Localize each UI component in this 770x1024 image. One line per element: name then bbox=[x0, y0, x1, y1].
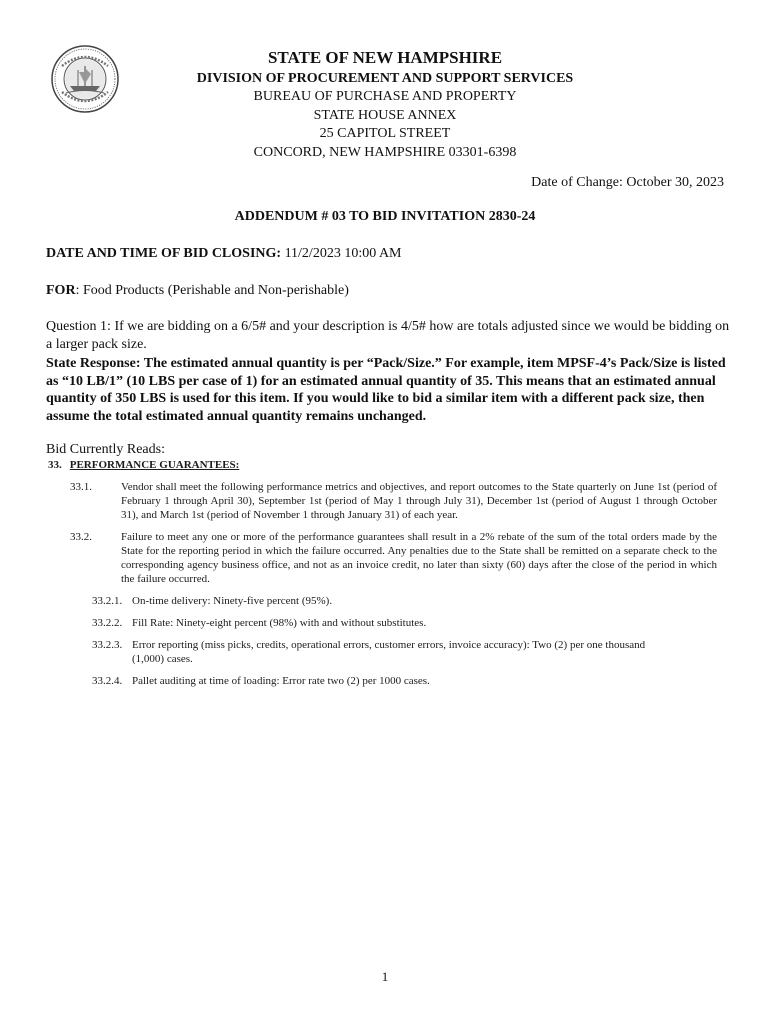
excerpt-performance-guarantees bbox=[48, 458, 723, 688]
state-title: STATE OF NEW HAMPSHIRE bbox=[267, 48, 503, 67]
date-of-change: Date of Change: October 30, 2023 bbox=[531, 175, 724, 190]
section-number: 33. bbox=[48, 459, 62, 471]
section-heading bbox=[48, 458, 723, 472]
list-subitem bbox=[48, 674, 723, 688]
subitem-text: Error reporting (miss picks, credits, operational errors, customer errors, invoice accuracy): Two (2) per one thousand (1,000) cases. bbox=[132, 639, 646, 665]
annex-line: STATE HOUSE ANNEX bbox=[313, 107, 457, 123]
question-1: Question 1: If we are bidding on a 6/5# and your description is 4/5# how are totals adjusted since we would be bidding on a larger pack size. bbox=[46, 319, 730, 352]
item-text: Vendor shall meet the following performance metrics and objectives, and report outcomes to the State quarterly on June 1st (period of February 1 through April 30), September 1st (period of May 1 through July 31), December 1st (period of August 1 through October 31), and March 1st (period of November 1 through January 31) of each year. bbox=[121, 481, 717, 521]
item-text: Failure to meet any one or more of the performance guarantees shall result in a 2% rebate of the sum of the total orders made by the State for the reporting period in which the failure occurred. Any penalties due to the State shall be remitted on a separate check to the corresponding agency business office, and not as an invoice credit, no later than sixty (60) days after the close of the period in which the failure occurred. bbox=[121, 531, 717, 585]
section-title: PERFORMANCE GUARANTEES: bbox=[69, 459, 240, 471]
list-item bbox=[48, 480, 723, 522]
bid-closing-label: DATE AND TIME OF BID CLOSING: bbox=[46, 246, 282, 261]
street-line: 25 CAPITOL STREET bbox=[319, 126, 451, 141]
letterhead bbox=[0, 47, 770, 162]
item-number: 33.2. bbox=[70, 531, 92, 543]
bureau-line: BUREAU OF PURCHASE AND PROPERTY bbox=[253, 89, 517, 104]
subitem-text: Pallet auditing at time of loading: Error rate two (2) per 1000 cases. bbox=[132, 675, 430, 687]
subitem-number: 33.2.3. bbox=[92, 639, 123, 651]
page-number: 1 bbox=[381, 969, 389, 984]
subitem-number: 33.2.4. bbox=[92, 675, 123, 687]
city-line: CONCORD, NEW HAMPSHIRE 03301-6398 bbox=[253, 144, 517, 160]
list-subitem bbox=[48, 616, 723, 630]
state-response: State Response: The estimated annual quantity is per “Pack/Size.” For example, item MPSF-4’s Pack/Size is listed as “10 LB/1” (10 LBS per case of 1) for an estimated annual quantity of 35. This means that an estimated annual quantity of 350 LBS is used for this item. If you would like to bid a similar item with a different pack size, then assume the total estimated annual quantity remains unchanged. bbox=[46, 356, 726, 424]
subitem-text: On-time delivery: Ninety-five percent (95%). bbox=[132, 595, 333, 607]
for-line bbox=[46, 283, 349, 299]
subitem-text: Fill Rate: Ninety-eight percent (98%) with and without substitutes. bbox=[132, 617, 427, 629]
item-number: 33.1. bbox=[70, 481, 92, 493]
bid-closing-value: 11/2/2023 10:00 AM bbox=[284, 246, 402, 261]
list-subitem bbox=[48, 594, 723, 608]
subitem-number: 33.2.1. bbox=[92, 595, 123, 607]
division-title: DIVISION OF PROCUREMENT AND SUPPORT SERVICES bbox=[196, 71, 574, 86]
addendum-title: ADDENDUM # 03 TO BID INVITATION 2830-24 bbox=[234, 209, 536, 224]
list-subitem bbox=[48, 638, 723, 666]
for-label: FOR bbox=[46, 283, 76, 298]
bid-currently-reads: Bid Currently Reads: bbox=[46, 442, 165, 457]
bid-closing bbox=[46, 246, 402, 262]
list-item bbox=[48, 530, 723, 586]
for-value: : Food Products (Perishable and Non-perishable) bbox=[75, 283, 349, 298]
subitem-number: 33.2.2. bbox=[92, 617, 123, 629]
